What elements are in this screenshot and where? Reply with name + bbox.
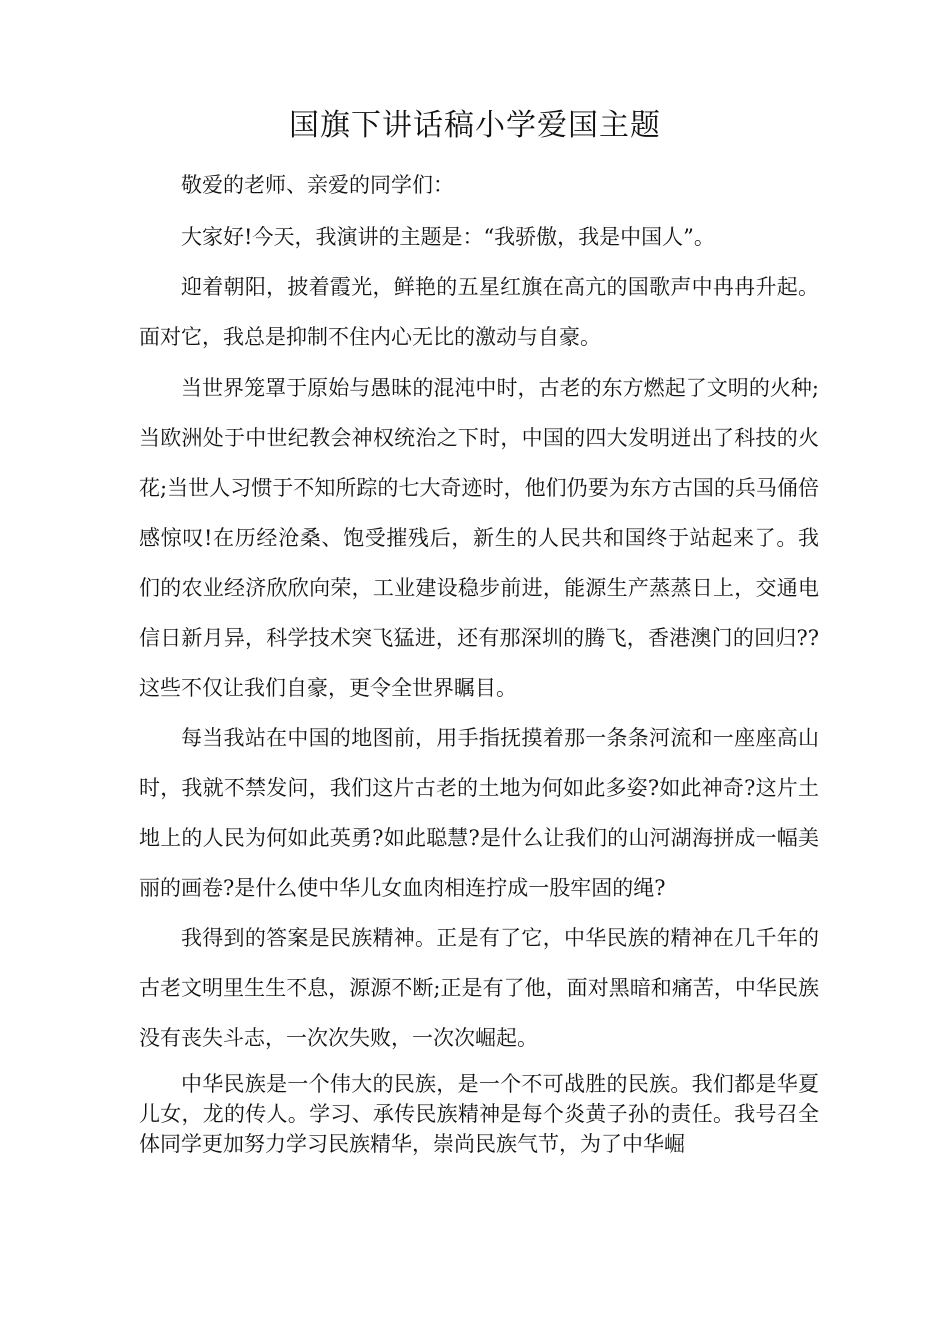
document-title: 国旗下讲话稿小学爱国主题 (289, 108, 661, 143)
paragraph-call-to-action: 中华民族是一个伟大的民族，是一个不可战胜的民族。我们都是华夏儿女，龙的传人。学习、承传民族精神是每个炎黄子孙的责任。我号召全体同学更加努力学习民族精华，崇尚民族气节，为了中华崛 (139, 1072, 819, 1156)
paragraph-history: 当世界笼罩于原始与愚昧的混沌中时，古老的东方燃起了文明的火种;当欧洲处于中世纪教会神权统治之下时，中国的四大发明迸出了科技的火花;当世人习惯于不知所踪的七大奇迹时，他们仍要为东方古国的兵马俑倍感惊叹!在历经沧桑、饱受摧残后，新生的人民共和国终于站起来了。我们的农业经济欣欣向荣，工业建设稳步前进，能源生产蒸蒸日上，交通电信日新月异，科学技术突飞猛进，还有那深圳的腾飞，香港澳门的回归??这些不仅让我们自豪，更令全世界瞩目。 (139, 376, 819, 700)
paragraph-spirit: 我得到的答案是民族精神。正是有了它，中华民族的精神在几千年的古老文明里生生不息，源源不断;正是有了他，面对黑暗和痛苦，中华民族没有丧失斗志，一次次失败，一次次崛起。 (139, 926, 819, 1050)
paragraph-map: 每当我站在中国的地图前，用手指抚摸着那一条条河流和一座座高山时，我就不禁发问，我们这片古老的土地为何如此多姿?如此神奇?这片土地上的人民为何如此英勇?如此聪慧?是什么让我们的山河湖海拼成一幅美丽的画卷?是什么使中华儿女血肉相连拧成一股牢固的绳? (139, 726, 819, 900)
paragraph-flag: 迎着朝阳，披着霞光，鲜艳的五星红旗在高亢的国歌声中冉冉升起。面对它，我总是抑制不住内心无比的激动与自豪。 (139, 275, 819, 349)
paragraph-intro: 大家好!今天，我演讲的主题是：“我骄傲，我是中国人”。 (181, 225, 715, 249)
document-body (139, 159, 819, 1159)
paragraph-greeting: 敬爱的老师、亲爱的同学们： (181, 173, 454, 197)
